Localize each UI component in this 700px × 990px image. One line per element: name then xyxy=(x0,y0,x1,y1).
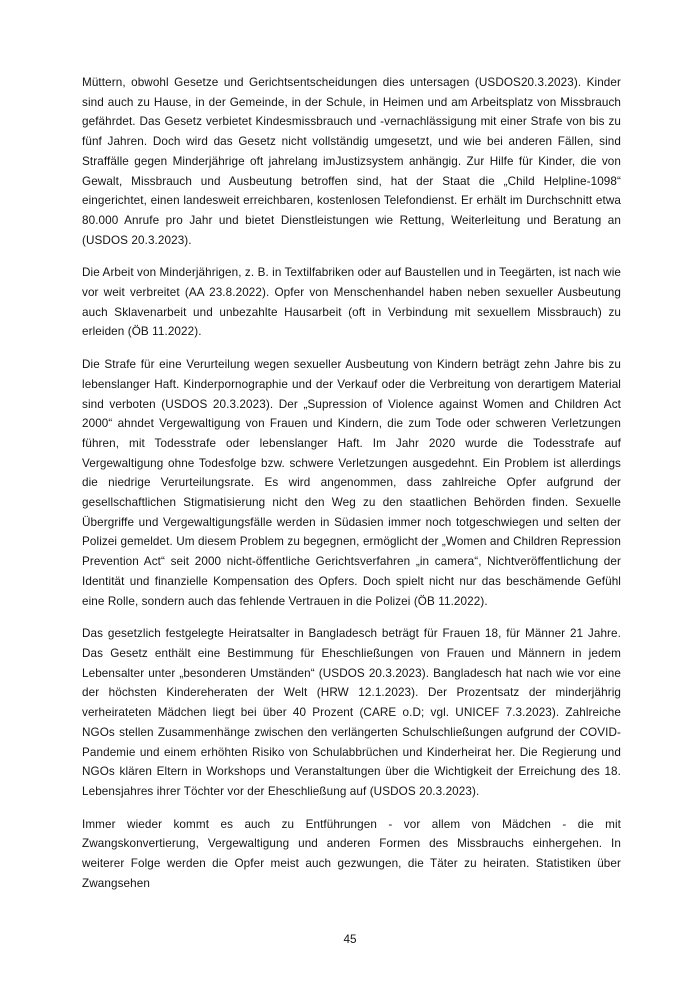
paragraph-sexual-exploitation-penalties: Die Strafe für eine Verurteilung wegen sexueller Ausbeutung von Kindern beträgt zehn Jahre bis zu lebenslanger Haft. Kinderpornographie und der Verkauf oder die Verbreitung von derartigem Material sind verboten (USDOS 20.3.2023). Der „Supression of Violence against Women and Children Act 2000“ ahndet Vergewaltigung von Frauen und Kindern, die zum Tode oder schweren Verletzungen führen, mit Todesstrafe oder lebenslanger Haft. Im Jahr 2020 wurde die Todesstrafe auf Vergewaltigung ohne Todesfolge bzw. schwere Verletzungen ausgedehnt. Ein Problem ist allerdings die niedrige Verurteilungsrate. Es wird angenommen, dass zahlreiche Opfer aufgrund der gesellschaftlichen Stigmatisierung nicht den Weg zu den staatlichen Behörden finden. Sexuelle Übergriffe und Vergewaltigungsfälle werden in Südasien immer noch totgeschwiegen und selten der Polizei gemeldet. Um diesem Problem zu begegnen, ermöglicht der „Women and Children Repression Prevention Act“ seit 2000 nicht-öffentliche Gerichtsverfahren „in camera“, Nichtveröffentlichung der Identität und finanzielle Kompensation des Opfers. Doch spielt nicht nur das beschämende Gefühl eine Rolle, sondern auch das fehlende Vertrauen in die Polizei (ÖB 11.2022). xyxy=(82,358,621,608)
paragraph-child-labour: Die Arbeit von Minderjährigen, z. B. in Textilfabriken oder auf Baustellen und in Teegärten, ist nach wie vor weit verbreitet (AA 23.8.2022). Opfer von Menschenhandel haben neben sexueller Ausbeutung auch Sklavenarbeit und unbezahlte Hausarbeit (oft in Verbindung mit sexuellem Missbrauch) zu erleiden (ÖB 11.2022). xyxy=(82,266,621,339)
paragraph-child-abuse-law: Müttern, obwohl Gesetze und Gerichtsentscheidungen dies untersagen (USDOS20.3.2023). Kinder sind auch zu Hause, in der Gemeinde, in der Schule, in Heimen und am Arbeitsplatz von Missbrauch gefährdet. Das Gesetz verbietet Kindesmissbrauch und -vernachlässigung mit einer Strafe von bis zu fünf Jahren. Doch wird das Gesetz nicht vollständig umgesetzt, und wie bei anderen Fällen, sind Straffälle gegen Minderjährige oft jahrelang imJustizsystem anhängig. Zur Hilfe für Kinder, die von Gewalt, Missbrauch und Ausbeutung betroffen sind, hat der Staat die „Child Helpline-1098“ eingerichtet, einen landesweit erreichbaren, kostenlosen Telefondienst. Er erhält im Durchschnitt etwa 80.000 Anrufe pro Jahr und bietet Dienstleistungen wie Rettung, Weiterleitung und Beratung an (USDOS 20.3.2023). xyxy=(82,76,621,247)
page-number: 45 xyxy=(343,933,357,946)
paragraph-abductions: Immer wieder kommt es auch zu Entführungen - vor allem von Mädchen - die mit Zwangskonvertierung, Vergewaltigung und anderen Formen des Missbrauchs einhergehen. In weiterer Folge werden die Opfer meist auch gezwungen, die Täter zu heiraten. Statistiken über Zwangsehen xyxy=(82,817,621,890)
paragraph-marriage-age: Das gesetzlich festgelegte Heiratsalter in Bangladesch beträgt für Frauen 18, für Männer 21 Jahre. Das Gesetz enthält eine Bestimmung für Eheschließungen von Frauen und Männern in jedem Lebensalter unter „besonderen Umständen“ (USDOS 20.3.2023). Bangladesch hat nach wie vor eine der höchsten Kindereheraten der Welt (HRW 12.1.2023). Der Prozentsatz der minderjährig verheirateten Mädchen liegt bei über 40 Prozent (CARE o.D; vgl. UNICEF 7.3.2023). Zahlreiche NGOs stellen Zusammenhänge zwischen den verlängerten Schulschließungen aufgrund der COVID-Pandemie und einem erhöhten Risiko von Schulabbrüchen und Kinderheirat her. Die Regierung und NGOs klären Eltern in Workshops und Veranstaltungen über die Wichtigkeit der Erreichung des 18. Lebensjahres ihrer Töchter vor der Eheschließung auf (USDOS 20.3.2023). xyxy=(82,627,621,798)
page-content xyxy=(82,73,621,906)
